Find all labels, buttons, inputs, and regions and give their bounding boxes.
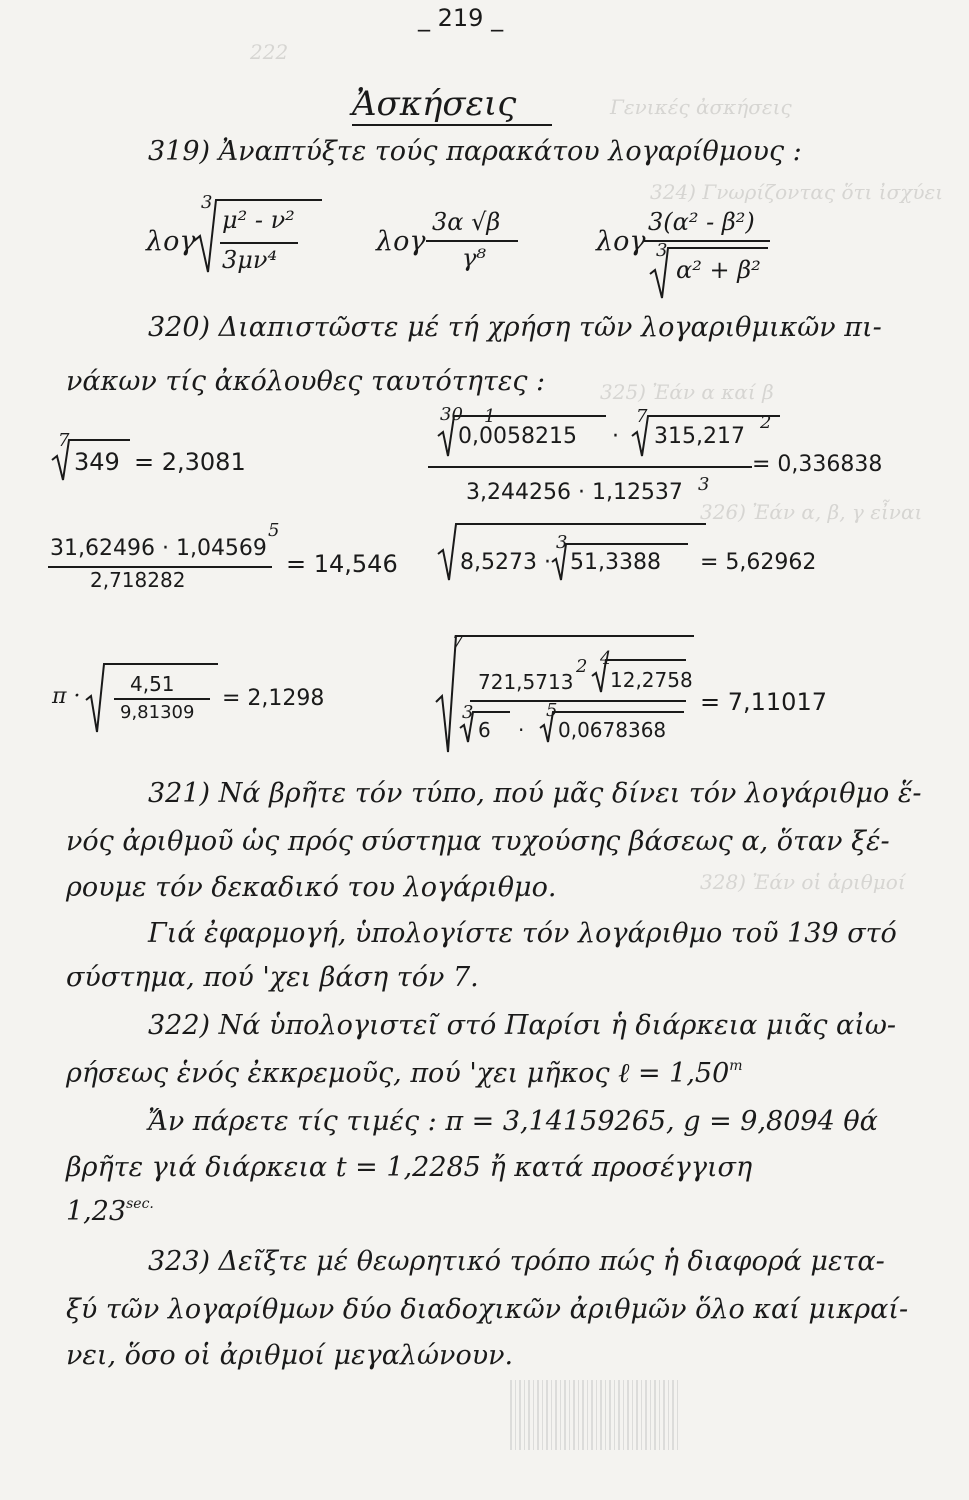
fraction-denominator: γ⁸ [462, 244, 486, 272]
fraction-denominator: 9,81309 [120, 702, 195, 723]
equation-result: = 2,1298 [222, 686, 325, 711]
equation-result: = 2,3081 [134, 448, 246, 476]
fraction-denominator: 2,718282 [90, 568, 186, 592]
radicand: 0,0058215 [458, 424, 577, 449]
root-index: 3 [201, 192, 213, 213]
fraction-numerator: 3(α² - β²) [648, 208, 755, 236]
exercise-322-line4: βρῆτε γιά διάρκεια t = 1,2285 ἤ κατά προσέγγιση [66, 1152, 753, 1183]
title-underline [352, 124, 552, 126]
fraction-denominator: 3,244256 · 1,12537 [466, 480, 683, 505]
exercise-323-line3: νει, ὅσο οἱ ἀριθμοί μεγαλώνουν. [66, 1340, 514, 1371]
exercise-322-line5 [66, 1196, 154, 1227]
root-index: 7 [452, 632, 464, 653]
exponent: 2 [760, 412, 772, 433]
exercise-320-line1: 320) Διαπιστῶστε μέ τή χρήση τῶν λογαριθμικῶν πι- [148, 312, 882, 343]
radicand: 8,5273 · [460, 550, 551, 575]
show-through-text: 326) Ἐάν α, β, γ εἶναι [700, 500, 923, 524]
fraction-bar [114, 698, 210, 700]
fraction-denominator: 3μν⁴ [222, 246, 278, 274]
root-index: 7 [58, 430, 70, 451]
exercise-322-line5-text: 1,23 [66, 1196, 127, 1227]
page-number: _ 219 _ [418, 4, 504, 32]
exercise-321-line3: ρουμε τόν δεκαδικό του λογάριθμο. [66, 872, 557, 903]
equation-result: = 5,62962 [700, 550, 817, 575]
equation-result: = 14,546 [286, 550, 398, 578]
equation-result: = 7,11017 [700, 688, 827, 716]
fraction-numerator: μ² - ν² [222, 206, 295, 234]
radicand: 349 [74, 448, 120, 476]
fraction-numerator: 3α √β [432, 208, 501, 236]
show-through-text: 222 [250, 40, 289, 64]
numerator-term: 12,2758 [610, 668, 693, 692]
fraction-bar [426, 240, 518, 242]
fraction-numerator: 31,62496 · 1,04569 [50, 536, 267, 561]
unit-superscript: sec. [126, 1196, 154, 1212]
root-index: 3 [462, 702, 474, 723]
exercise-323-line2: ξύ τῶν λογαρίθμων δύο διαδοχικῶν ἀριθμῶν ὅλο καί μικραί- [66, 1294, 909, 1325]
exponent: 3 [698, 474, 710, 495]
root-index: 30 [440, 404, 463, 425]
fraction-denominator: α² + β² [676, 256, 761, 284]
root-index: 3 [556, 532, 568, 553]
radicand: 51,3388 [570, 550, 661, 575]
denominator-term: 6 [478, 718, 491, 742]
log-label: λογ [146, 226, 196, 257]
exercise-322-line1: 322) Νά ὑπολογιστεῖ στό Παρίσι ἡ διάρκεια μιᾶς αἰω- [148, 1010, 896, 1041]
section-title: Ἀσκήσεις [352, 84, 517, 124]
exercise-323-line1: 323) Δεῖξτε μέ θεωρητικό τρόπο πώς ἡ διαφορά μετα- [148, 1246, 885, 1277]
multiply-dot: · [518, 718, 525, 742]
fraction-bar [428, 466, 752, 468]
exercise-321-line1: 321) Νά βρῆτε τόν τύπο, πού μᾶς δίνει τόν λογάριθμο ἕ- [148, 778, 922, 809]
fraction-numerator: 4,51 [130, 672, 175, 696]
fraction-bar [220, 242, 298, 244]
multiply-dot: · [612, 424, 619, 449]
fraction-bar [470, 700, 686, 702]
exercise-322-line3: Ἄν πάρετε τίς τιμές : π = 3,14159265, g = 9,8094 θά [148, 1106, 878, 1137]
denominator-term: 0,0678368 [558, 718, 667, 742]
show-through-text: Γενικές ἀσκήσεις [610, 95, 792, 119]
exponent: 5 [268, 520, 280, 541]
root-index: 3 [656, 240, 668, 261]
show-through-text: 324) Γνωρίζοντας ὅτι ἰσχύει [650, 180, 944, 204]
unit-superscript: m [729, 1058, 743, 1074]
equation-result: = 0,336838 [752, 452, 883, 477]
exercise-322-line2 [66, 1058, 743, 1089]
show-through-text: 325) Ἐάν α καί β [600, 380, 774, 404]
pi-factor: π · [52, 684, 81, 709]
library-barcode-show-through [510, 1380, 680, 1450]
numerator-term: 721,5713 [478, 670, 574, 694]
exponent: 2 [576, 656, 588, 677]
show-through-text: 328) Ἐάν οἱ ἀριθμοί [700, 870, 906, 894]
exercise-319-text: 319) Ἀναπτύξτε τούς παρακάτου λογαρίθμους : [148, 136, 802, 167]
root-index: 7 [636, 406, 648, 427]
root-index: 4 [600, 648, 612, 669]
log-label: λογ [376, 226, 426, 257]
exercise-321-line5: σύστημα, πού 'χει βάση τόν 7. [66, 962, 479, 993]
exercise-322-line2-text: ρήσεως ἑνός ἐκκρεμοῦς, πού 'χει μῆκος ℓ = 1,50 [66, 1058, 730, 1089]
radicand: 315,217 [654, 424, 745, 449]
exercise-321-line2: νός ἀριθμοῦ ὡς πρός σύστημα τυχούσης βάσεως α, ὅταν ξέ- [66, 826, 890, 857]
exponent: 1 [484, 406, 496, 427]
root-index: 5 [546, 700, 558, 721]
exercise-320-line2: νάκων τίς ἀκόλουθες ταυτότητες : [66, 366, 546, 397]
log-label: λογ [596, 226, 646, 257]
exercise-321-line4: Γιά ἐφαρμογή, ὑπολογίστε τόν λογάριθμο τοῦ 139 στό [148, 918, 897, 949]
